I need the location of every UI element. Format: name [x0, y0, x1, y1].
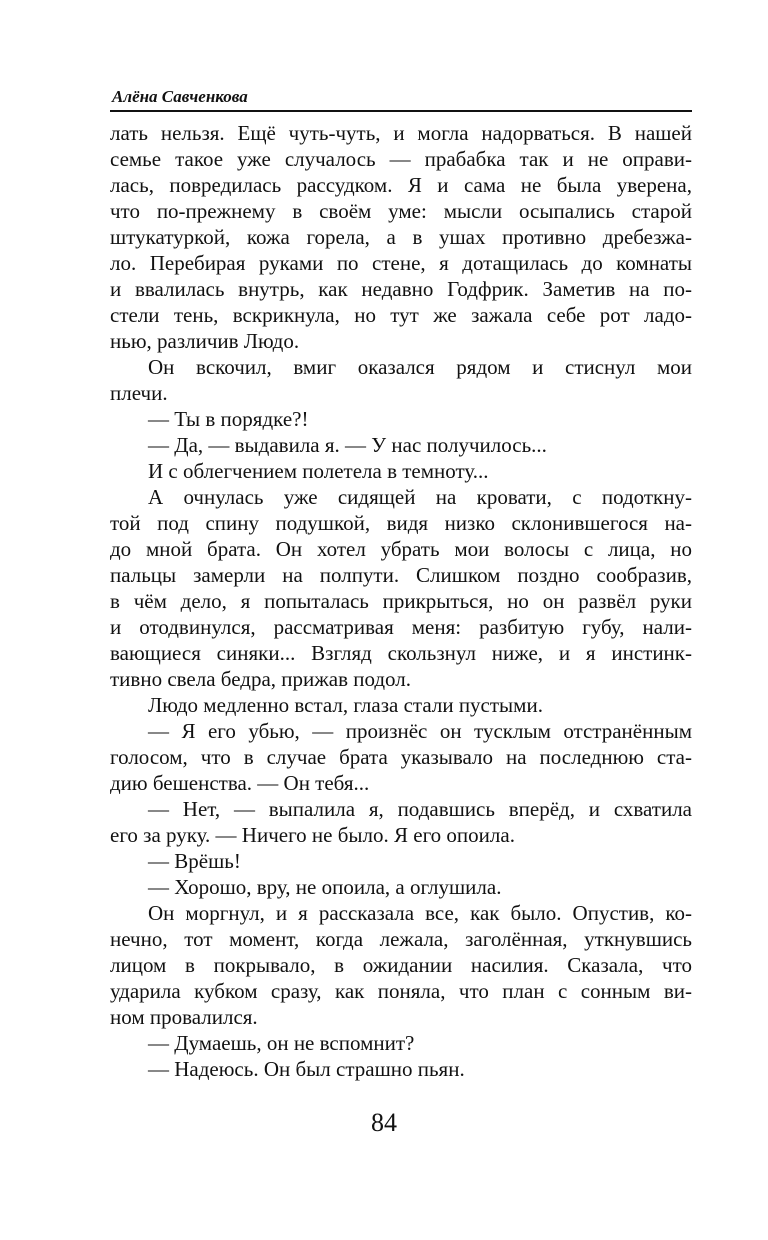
text-line: лать нельзя. Ещё чуть-чуть, и могла надорваться. В нашей — [110, 121, 692, 145]
body-text — [110, 120, 692, 1082]
text-line: вающиеся синяки... Взгляд скользнул ниже, и я инстинк- — [110, 641, 692, 665]
text-line: ло. Перебирая руками по стене, я дотащилась до комнаты — [110, 251, 692, 275]
text-line: в чём дело, я попыталась прикрыться, но он развёл руки — [110, 589, 692, 613]
text-line: его за руку. — Ничего не было. Я его опоила. — [110, 823, 515, 847]
text-line: Он вскочил, вмиг оказался рядом и стиснул мои — [148, 355, 692, 379]
text-line: нечно, тот момент, когда лежала, заголённая, уткнувшись — [110, 927, 692, 951]
text-line: — Да, — выдавила я. — У нас получилось... — [148, 433, 547, 457]
text-line: — Хорошо, вру, не опоила, а оглушила. — [148, 875, 502, 899]
text-line: голосом, что в случае брата указывало на последнюю ста- — [110, 745, 692, 769]
text-line: тивно свела бедра, прижав подол. — [110, 667, 412, 691]
text-line: Он моргнул, и я рассказала все, как было. Опустив, ко- — [148, 901, 692, 925]
text-line: ном провалился. — [110, 1005, 258, 1029]
text-line: и ввалилась внутрь, как недавно Годфрик. Заметив на по- — [110, 277, 692, 301]
text-line: — Я его убью, — произнёс он тусклым отстранённым — [148, 719, 692, 743]
text-line: — Думаешь, он не вспомнит? — [148, 1031, 415, 1055]
text-line: дию бешенства. — Он тебя... — [110, 771, 370, 795]
running-head-author: Алёна Савченкова — [112, 87, 248, 106]
page-number: 84 — [371, 1108, 397, 1137]
text-line: — Нет, — выпалила я, подавшись вперёд, и схватила — [148, 797, 692, 821]
text-line: и отодвинулся, рассматривая меня: разбитую губу, нали- — [110, 615, 692, 639]
text-line: стели тень, вскрикнула, но тут же зажала себе рот ладо- — [110, 303, 692, 327]
header-rule — [110, 110, 692, 112]
text-line: нью, различив Людо. — [110, 329, 300, 353]
text-line: — Надеюсь. Он был страшно пьян. — [148, 1057, 465, 1081]
text-line: — Ты в порядке?! — [148, 407, 309, 431]
text-line: ударила кубком сразу, как поняла, что план с сонным ви- — [110, 979, 692, 1003]
text-line: что по-прежнему в своём уме: мысли осыпались старой — [110, 199, 692, 223]
text-line: штукатуркой, кожа горела, а в ушах противно дребезжа- — [110, 225, 692, 249]
text-line: А очнулась уже сидящей на кровати, с подоткну- — [148, 485, 692, 509]
text-line: той под спину подушкой, видя низко склонившегося на- — [110, 511, 692, 535]
text-line: пальцы замерли на полпути. Слишком поздно сообразив, — [110, 563, 692, 587]
text-line: лицом в покрывало, в ожидании насилия. Сказала, что — [110, 953, 692, 977]
text-line: И с облегчением полетела в темноту... — [148, 459, 489, 483]
text-line: до мной брата. Он хотел убрать мои волосы с лица, но — [110, 537, 692, 561]
text-line: — Врёшь! — [148, 849, 241, 873]
text-line: Людо медленно встал, глаза стали пустыми. — [148, 693, 543, 717]
book-page — [110, 86, 692, 1082]
text-line: плечи. — [110, 381, 168, 405]
text-line: семье такое уже случалось — прабабка так и не оправи- — [110, 147, 692, 171]
text-line: лась, повредилась рассудком. Я и сама не была уверена, — [110, 173, 692, 197]
